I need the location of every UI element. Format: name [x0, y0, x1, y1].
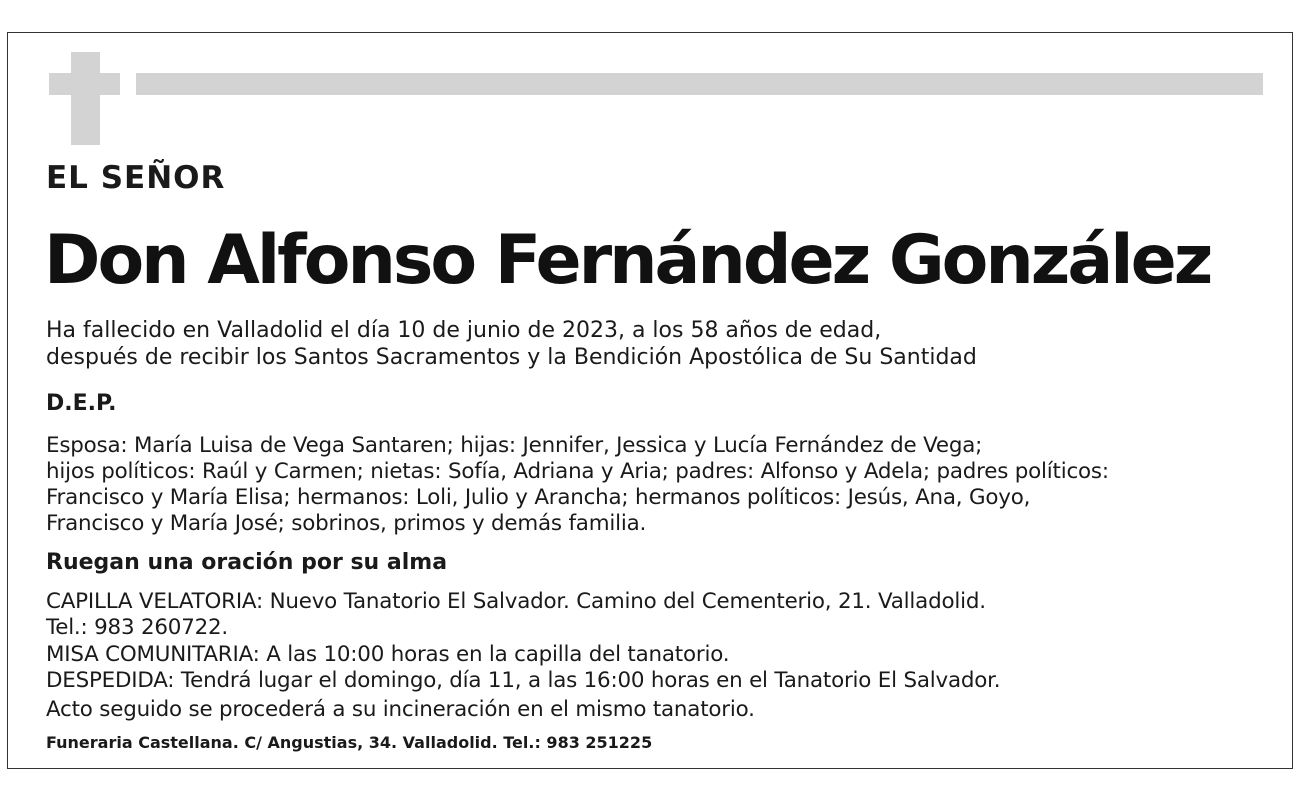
header-rule: [136, 73, 1263, 95]
service-line-5: Acto seguido se procederá a su incineración en el mismo tanatorio.: [46, 697, 755, 722]
cross-icon-arm: [49, 73, 120, 95]
service-line-3: MISA COMUNITARIA: A las 10:00 horas en la capilla del tanatorio.: [46, 642, 730, 667]
family-line-2: hijos políticos: Raúl y Carmen; nietas: Sofía, Adriana y Aria; padres: Alfonso y Adela; padres políticos:: [46, 459, 1109, 484]
service-line-1: CAPILLA VELATORIA: Nuevo Tanatorio El Salvador. Camino del Cementerio, 21. Valladolid.: [46, 589, 986, 614]
notice-title: EL SEÑOR: [46, 160, 226, 196]
funeral-home-footer: Funeraria Castellana. C/ Angustias, 34. Valladolid. Tel.: 983 251225: [46, 733, 653, 752]
cross-icon: [71, 52, 100, 145]
family-line-1: Esposa: María Luisa de Vega Santaren; hijas: Jennifer, Jessica y Lucía Fernández de Vega;: [46, 433, 983, 458]
death-line-1: Ha fallecido en Valladolid el día 10 de junio de 2023, a los 58 años de edad,: [46, 318, 882, 343]
death-line-2: después de recibir los Santos Sacramentos y la Bendición Apostólica de Su Santidad: [46, 345, 977, 370]
service-line-4: DESPEDIDA: Tendrá lugar el domingo, día 11, a las 16:00 horas en el Tanatorio El Salvador.: [46, 668, 1001, 693]
service-line-2: Tel.: 983 260722.: [46, 615, 229, 640]
deceased-name: Don Alfonso Fernández González: [44, 221, 1211, 300]
family-line-3: Francisco y María Elisa; hermanos: Loli, Julio y Arancha; hermanos políticos: Jesús, Ana, Goyo,: [46, 485, 1031, 510]
family-line-4: Francisco y María José; sobrinos, primos y demás familia.: [46, 511, 647, 536]
prayer-text: Ruegan una oración por su alma: [46, 550, 448, 575]
rip-text: D.E.P.: [46, 391, 117, 416]
